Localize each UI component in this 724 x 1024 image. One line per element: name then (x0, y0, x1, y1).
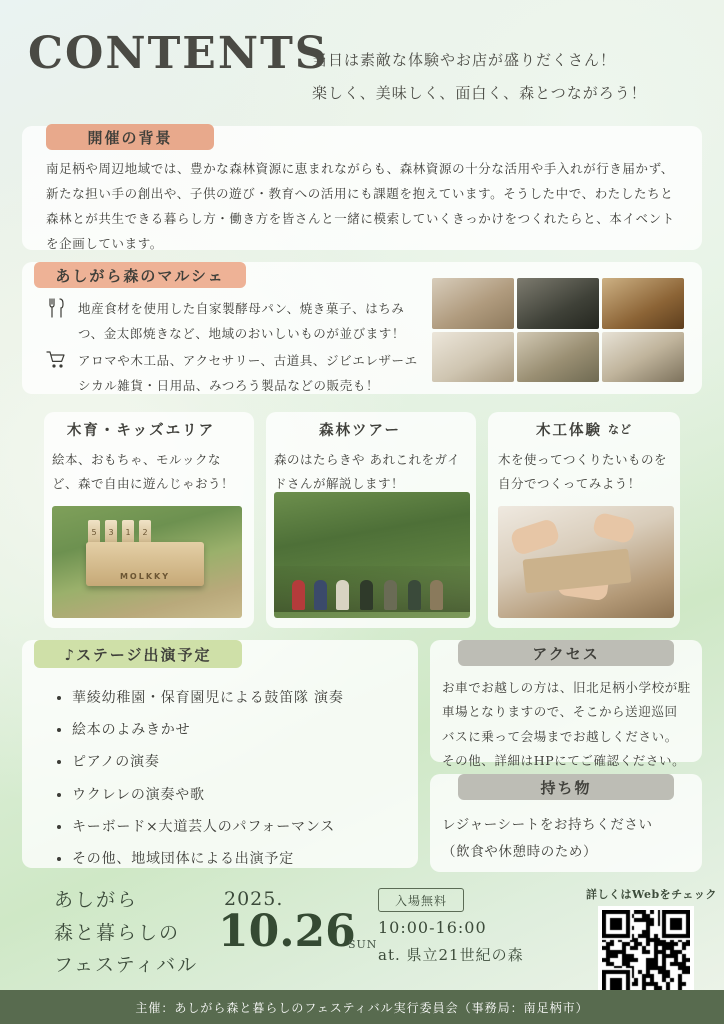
organizer-text: 主催：あしがら森と暮らしのフェスティバル実行委員会（事務局：南足柄市） (135, 1000, 589, 1015)
access-line2: 車場となりますので、そこから送迎巡回 (442, 704, 678, 720)
marche-photo-3 (602, 278, 684, 329)
list-item: • 絵本のよみきかせ (72, 714, 428, 746)
list-item: • ピアノの演奏 (72, 746, 428, 778)
access-text (442, 676, 692, 774)
wood-plank (523, 549, 632, 594)
event-place: at. 県立21世紀の森 (378, 946, 524, 964)
organizer-bar (0, 990, 724, 1024)
hand-shape (592, 512, 637, 545)
bring-line1: レジャーシートをお持ちください (442, 817, 653, 833)
marche-row-goods (44, 348, 426, 398)
list-item: • ウクレレの演奏や歌 (72, 779, 428, 811)
marche-photo-grid (432, 278, 684, 382)
person-figure (336, 580, 349, 610)
event-title-line2: 森と暮らしの (54, 921, 181, 944)
event-year: 2025. (224, 888, 284, 910)
card-kids-text: 絵本、おもちゃ、モルックなど、森で自由に遊んじゃおう！ (52, 452, 235, 492)
person-figure (360, 580, 373, 610)
person-figure (384, 580, 397, 610)
header-lead-line2: 楽しく、美味しく、面白く、森とつながろう！ (312, 84, 647, 102)
header-lead-line1: 当日は素敵な体験やお店が盛りだくさん！ (312, 51, 617, 69)
marche-photo-6 (602, 332, 684, 383)
event-time: 10:00-16:00 (378, 918, 487, 937)
background-tag: 開催の背景 (46, 124, 214, 150)
marche-photo-1 (432, 278, 514, 329)
marche-goods-text: アロマや木工品、アクセサリー、古道具、ジビエレザーエシカル雑貨・日用品、みつろう製品などの販売も！ (78, 353, 418, 393)
web-check-label: 詳しくはWebをチェック (586, 888, 717, 901)
person-figure (314, 580, 327, 610)
card-woodwork-tag-main: 木工体験 (536, 421, 602, 439)
bring-line2: （飲食や休憩時のため） (442, 844, 598, 860)
card-woodwork-tag-sub: など (608, 423, 632, 436)
bring-text (442, 812, 692, 866)
card-kids-tag: 木育・キッズエリア (66, 421, 216, 439)
access-line3: バスに乗って会場までお越しください。 (442, 728, 678, 744)
person-figure (408, 580, 421, 610)
bring-tag: 持ち物 (458, 774, 674, 800)
header-lead (312, 44, 712, 110)
marche-food-text: 地産食材を使用した自家製酵母パン、焼き菓子、はちみつ、金太郎焼きなど、地域のおいしいものが並びます！ (78, 301, 406, 341)
molkky-photo (52, 506, 242, 618)
molkky-board: MOLKKY (86, 542, 204, 586)
fork-knife-icon (44, 296, 68, 318)
forest-tour-photo (274, 492, 470, 618)
card-woodwork-text: 木を使ってつくりたいものを自分でつくってみよう！ (498, 452, 668, 492)
stage-tag: ♪ステージ出演予定 (34, 640, 242, 668)
marche-photo-4 (432, 332, 514, 383)
person-figure (292, 580, 305, 610)
access-line1: お車でお越しの方は、旧北足柄小学校が駐 (442, 680, 691, 695)
qr-code[interactable] (598, 906, 694, 1002)
marche-tag: あしがら森のマルシェ (34, 262, 246, 288)
access-line4: その他、詳細はHPにてご確認ください。 (442, 753, 686, 769)
card-forest-tag: 森林ツアー (318, 421, 402, 439)
event-title-line3: フェスティバル (54, 954, 199, 977)
access-tag: アクセス (458, 640, 674, 666)
list-item: • その他、地域団体による出演予定 (72, 843, 428, 875)
hand-shape (509, 518, 561, 557)
marche-row-food (44, 296, 426, 346)
marche-photo-2 (517, 278, 599, 329)
molkky-pins: 5 3 1 2 (88, 520, 151, 546)
event-title-line1: あしがら (54, 889, 139, 911)
stage-list (52, 682, 428, 875)
event-weekday: SUN (348, 938, 378, 951)
event-title (54, 884, 198, 982)
card-woodwork-tag (496, 416, 672, 442)
event-date: 10.26 (218, 906, 356, 957)
person-figure (430, 580, 443, 610)
list-item: • 華綾幼稚園・保育園児による鼓笛隊 演奏 (72, 682, 428, 714)
shopping-cart-icon (44, 348, 68, 370)
background-text: 南足柄や周辺地域では、豊かな森林資源に恵まれながらも、森林資源の十分な活用や手入れが行き届かず、新たな担い手の創出や、子供の遊び・教育への活用にも課題を抱えています。そうした中で、わたしたちと森林とが共生できる暮らし方・働き方を皆さんと一緒に模索していくきっかけをつくれたらと、本イベントを企画しています。 (46, 161, 675, 251)
page-title: CONTENTS (28, 28, 329, 79)
free-admission-badge: 入場無料 (378, 888, 464, 912)
woodwork-photo (498, 506, 674, 618)
list-item: • キーボード×大道芸人のパフォーマンス (72, 811, 428, 843)
marche-photo-5 (517, 332, 599, 383)
card-forest-text: 森のはたらきや あれこれをガイドさんが解説します！ (274, 452, 461, 492)
